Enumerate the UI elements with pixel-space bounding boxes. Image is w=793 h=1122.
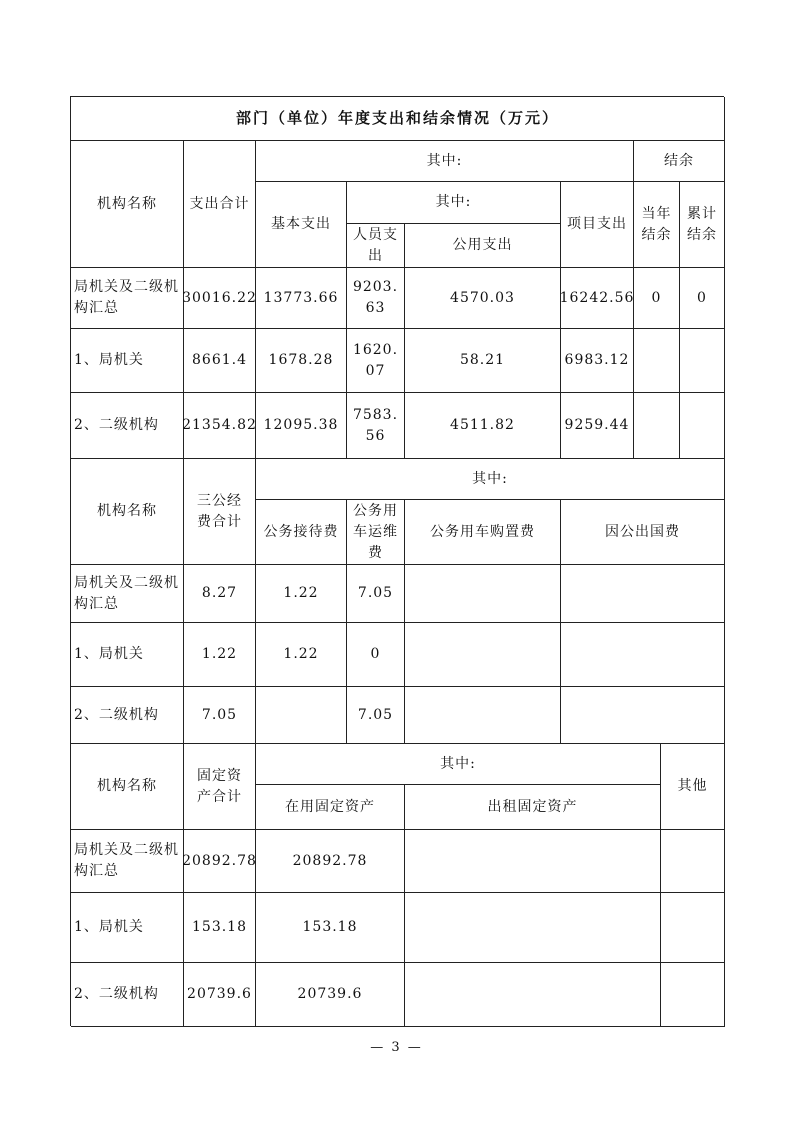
s1-row-current — [634, 393, 680, 459]
s2-org-name-header: 机构名称 — [71, 459, 184, 565]
s3-row-leased — [405, 830, 661, 893]
s2-row-total: 7.05 — [184, 687, 256, 744]
s3-row-total: 153.18 — [184, 893, 256, 963]
s3-row-total: 20892.78 — [184, 830, 256, 893]
s1-row-basic: 12095.38 — [256, 393, 347, 459]
s1-total-header: 支出合计 — [184, 141, 256, 268]
s1-project-header: 项目支出 — [561, 182, 634, 268]
s2-row-vehicle-ops: 7.05 — [347, 565, 405, 623]
s1-row-project: 16242.56 — [561, 268, 634, 329]
s2-row-reception: 1.22 — [256, 565, 347, 623]
s2-row-vehicle-purchase — [405, 565, 561, 623]
s3-other-header: 其他 — [661, 744, 725, 830]
s1-row-personnel: 1620.07 — [347, 329, 405, 393]
s1-row-public: 4511.82 — [405, 393, 561, 459]
s3-row-name: 局机关及二级机构汇总 — [71, 830, 184, 893]
s3-row-leased — [405, 893, 661, 963]
s1-row-project: 9259.44 — [561, 393, 634, 459]
s2-row-vehicle-purchase — [405, 623, 561, 687]
s2-row-abroad — [561, 565, 725, 623]
s3-row-in-use: 20739.6 — [256, 963, 405, 1027]
s2-row-total: 1.22 — [184, 623, 256, 687]
s3-org-name-header: 机构名称 — [71, 744, 184, 830]
s3-in-use-header: 在用固定资产 — [256, 785, 405, 830]
s2-row-abroad — [561, 623, 725, 687]
s1-row-basic: 13773.66 — [256, 268, 347, 329]
s2-reception-header: 公务接待费 — [256, 500, 347, 565]
s1-public-header: 公用支出 — [405, 224, 561, 268]
s1-row-total: 30016.22 — [184, 268, 256, 329]
s1-row-total: 21354.82 — [184, 393, 256, 459]
s3-leased-header: 出租固定资产 — [405, 785, 661, 830]
s1-of-which2-header: 其中: — [347, 182, 561, 224]
s2-row-vehicle-ops: 7.05 — [347, 687, 405, 744]
s2-row-vehicle-ops: 0 — [347, 623, 405, 687]
s1-row-name: 2、二级机构 — [71, 393, 184, 459]
s1-row-personnel: 7583.56 — [347, 393, 405, 459]
s1-row-cumulative: 0 — [680, 268, 725, 329]
s1-row-current — [634, 329, 680, 393]
s3-row-total: 20739.6 — [184, 963, 256, 1027]
s3-row-other — [661, 963, 725, 1027]
s3-row-leased — [405, 963, 661, 1027]
s1-row-name: 1、局机关 — [71, 329, 184, 393]
s1-current-year-header: 当年结余 — [634, 182, 680, 268]
s1-row-basic: 1678.28 — [256, 329, 347, 393]
report-table — [70, 96, 724, 1026]
s2-row-total: 8.27 — [184, 565, 256, 623]
s2-row-name: 1、局机关 — [71, 623, 184, 687]
s2-row-abroad — [561, 687, 725, 744]
table-title: 部门（单位）年度支出和结余情况（万元） — [71, 97, 725, 141]
s1-row-cumulative — [680, 329, 725, 393]
s3-row-in-use: 153.18 — [256, 893, 405, 963]
s1-cumulative-header: 累计结余 — [680, 182, 725, 268]
s3-row-in-use: 20892.78 — [256, 830, 405, 893]
s1-personnel-header: 人员支出 — [347, 224, 405, 268]
s3-row-name: 2、二级机构 — [71, 963, 184, 1027]
s2-abroad-header: 因公出国费 — [561, 500, 725, 565]
s2-row-vehicle-purchase — [405, 687, 561, 744]
s3-row-name: 1、局机关 — [71, 893, 184, 963]
s1-row-name: 局机关及二级机构汇总 — [71, 268, 184, 329]
s1-row-current: 0 — [634, 268, 680, 329]
s2-of-which-header: 其中: — [256, 459, 725, 500]
s2-row-name: 2、二级机构 — [71, 687, 184, 744]
s1-row-cumulative — [680, 393, 725, 459]
s2-vehicle-ops-header: 公务用车运维费 — [347, 500, 405, 565]
s1-basic-header: 基本支出 — [256, 182, 347, 268]
s2-vehicle-purchase-header: 公务用车购置费 — [405, 500, 561, 565]
s1-row-public: 58.21 — [405, 329, 561, 393]
s1-org-name-header: 机构名称 — [71, 141, 184, 268]
s3-of-which-header: 其中: — [256, 744, 661, 785]
s2-total-header: 三公经费合计 — [184, 459, 256, 565]
s2-row-reception: 1.22 — [256, 623, 347, 687]
s1-row-total: 8661.4 — [184, 329, 256, 393]
s3-row-other — [661, 830, 725, 893]
s1-row-public: 4570.03 — [405, 268, 561, 329]
page-number: — 3 — — [370, 1040, 423, 1055]
s2-row-name: 局机关及二级机构汇总 — [71, 565, 184, 623]
s2-row-reception — [256, 687, 347, 744]
s1-balance-header: 结余 — [634, 141, 725, 182]
s1-row-project: 6983.12 — [561, 329, 634, 393]
s1-of-which-header: 其中: — [256, 141, 634, 182]
s3-row-other — [661, 893, 725, 963]
s3-total-header: 固定资产合计 — [184, 744, 256, 830]
s1-row-personnel: 9203.63 — [347, 268, 405, 329]
